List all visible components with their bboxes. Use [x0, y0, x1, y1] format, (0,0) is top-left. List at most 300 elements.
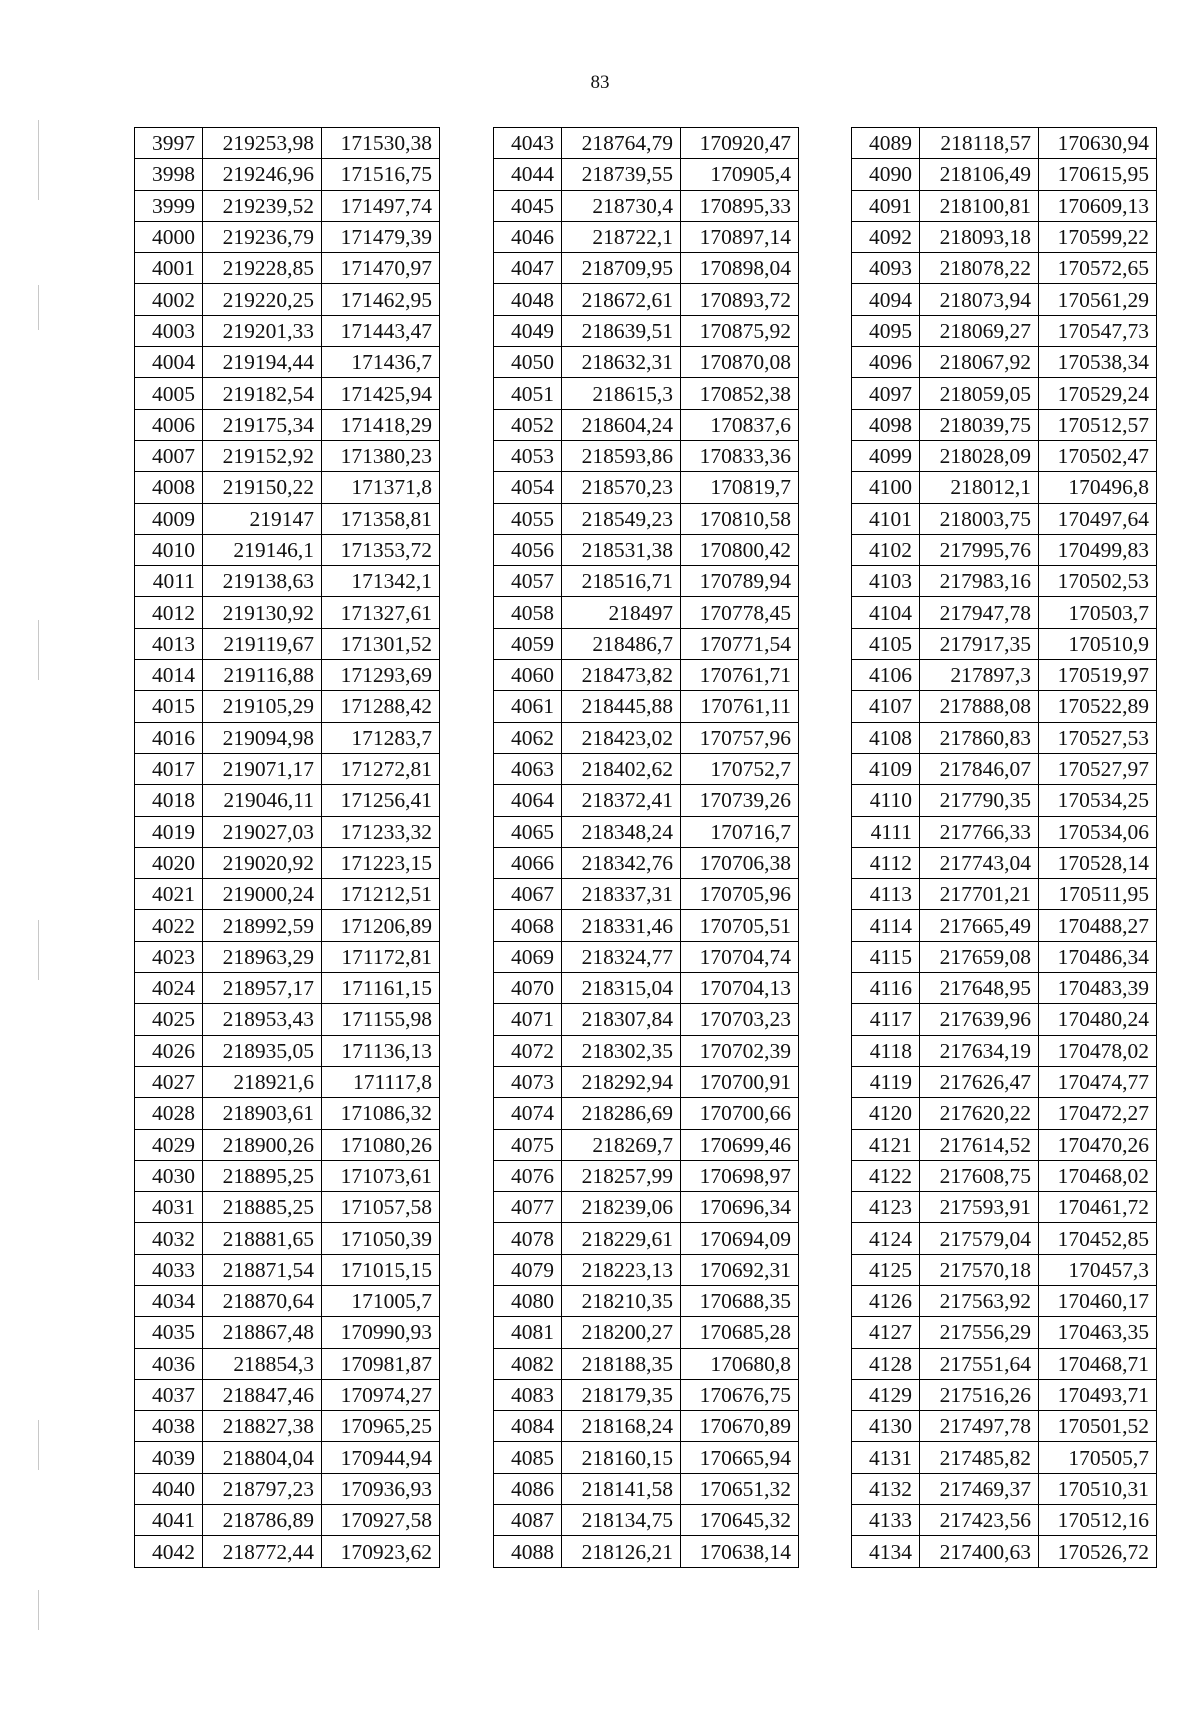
y-coordinate-cell: 170895,33 — [681, 190, 799, 221]
table-row — [494, 597, 799, 628]
table-row — [494, 941, 799, 972]
table-row — [135, 284, 440, 315]
y-coordinate-cell: 171117,8 — [322, 1066, 440, 1097]
y-coordinate-cell: 170761,11 — [681, 691, 799, 722]
y-coordinate-cell: 170700,91 — [681, 1066, 799, 1097]
table-row — [494, 284, 799, 315]
point-number-cell: 4017 — [135, 753, 203, 784]
x-coordinate-cell: 218348,24 — [562, 816, 681, 847]
coordinates-table-1 — [134, 127, 440, 1568]
table-row — [135, 534, 440, 565]
point-number-cell: 4124 — [852, 1223, 920, 1254]
table-row — [135, 1285, 440, 1316]
point-number-cell: 4006 — [135, 409, 203, 440]
x-coordinate-cell: 218900,26 — [203, 1129, 322, 1160]
y-coordinate-cell: 171436,7 — [322, 347, 440, 378]
y-coordinate-cell: 170486,34 — [1039, 941, 1157, 972]
x-coordinate-cell: 218516,71 — [562, 566, 681, 597]
y-coordinate-cell: 170497,64 — [1039, 503, 1157, 534]
y-coordinate-cell: 170696,34 — [681, 1192, 799, 1223]
y-coordinate-cell: 170630,94 — [1039, 128, 1157, 159]
point-number-cell: 4022 — [135, 910, 203, 941]
y-coordinate-cell: 170527,97 — [1039, 753, 1157, 784]
x-coordinate-cell: 217551,64 — [920, 1348, 1039, 1379]
y-coordinate-cell: 170499,83 — [1039, 534, 1157, 565]
table-row — [494, 1160, 799, 1191]
x-coordinate-cell: 219105,29 — [203, 691, 322, 722]
point-number-cell: 4071 — [494, 1004, 562, 1035]
table-row — [135, 1254, 440, 1285]
y-coordinate-cell: 170503,7 — [1039, 597, 1157, 628]
x-coordinate-cell: 218709,95 — [562, 253, 681, 284]
point-number-cell: 4068 — [494, 910, 562, 941]
table-row — [494, 1285, 799, 1316]
table-row — [852, 910, 1157, 941]
y-coordinate-cell: 171283,7 — [322, 722, 440, 753]
y-coordinate-cell: 171057,58 — [322, 1192, 440, 1223]
point-number-cell: 4023 — [135, 941, 203, 972]
point-number-cell: 4078 — [494, 1223, 562, 1254]
y-coordinate-cell: 170572,65 — [1039, 253, 1157, 284]
point-number-cell: 4087 — [494, 1505, 562, 1536]
point-number-cell: 4056 — [494, 534, 562, 565]
y-coordinate-cell: 170483,39 — [1039, 973, 1157, 1004]
point-number-cell: 4101 — [852, 503, 920, 534]
table-row — [494, 1379, 799, 1410]
point-number-cell: 4001 — [135, 253, 203, 284]
point-number-cell: 4014 — [135, 660, 203, 691]
point-number-cell: 4049 — [494, 315, 562, 346]
table-row — [852, 1223, 1157, 1254]
x-coordinate-cell: 218292,94 — [562, 1066, 681, 1097]
y-coordinate-cell: 170501,52 — [1039, 1411, 1157, 1442]
table-row — [494, 1254, 799, 1285]
y-coordinate-cell: 171371,8 — [322, 472, 440, 503]
y-coordinate-cell: 171342,1 — [322, 566, 440, 597]
y-coordinate-cell: 170457,3 — [1039, 1254, 1157, 1285]
x-coordinate-cell: 217846,07 — [920, 753, 1039, 784]
table-row — [852, 722, 1157, 753]
y-coordinate-cell: 170493,71 — [1039, 1379, 1157, 1410]
point-number-cell: 4082 — [494, 1348, 562, 1379]
point-number-cell: 4079 — [494, 1254, 562, 1285]
y-coordinate-cell: 171470,97 — [322, 253, 440, 284]
x-coordinate-cell: 218531,38 — [562, 534, 681, 565]
y-coordinate-cell: 171233,32 — [322, 816, 440, 847]
y-coordinate-cell: 171223,15 — [322, 847, 440, 878]
point-number-cell: 4044 — [494, 159, 562, 190]
table-row — [494, 785, 799, 816]
table-row — [135, 347, 440, 378]
x-coordinate-cell: 218126,21 — [562, 1536, 681, 1567]
x-coordinate-cell: 217888,08 — [920, 691, 1039, 722]
y-coordinate-cell: 170651,32 — [681, 1473, 799, 1504]
y-coordinate-cell: 170538,34 — [1039, 347, 1157, 378]
table-row — [852, 1411, 1157, 1442]
x-coordinate-cell: 218039,75 — [920, 409, 1039, 440]
table-row — [494, 1536, 799, 1567]
point-number-cell: 4121 — [852, 1129, 920, 1160]
x-coordinate-cell: 218188,35 — [562, 1348, 681, 1379]
coordinates-table-3 — [851, 127, 1157, 1568]
x-coordinate-cell: 218486,7 — [562, 628, 681, 659]
table-row — [852, 847, 1157, 878]
y-coordinate-cell: 170897,14 — [681, 221, 799, 252]
table-row — [135, 566, 440, 597]
point-number-cell: 4088 — [494, 1536, 562, 1567]
x-coordinate-cell: 217400,63 — [920, 1536, 1039, 1567]
y-coordinate-cell: 170502,53 — [1039, 566, 1157, 597]
x-coordinate-cell: 219027,03 — [203, 816, 322, 847]
x-coordinate-cell: 219228,85 — [203, 253, 322, 284]
y-coordinate-cell: 171172,81 — [322, 941, 440, 972]
table-row — [494, 816, 799, 847]
y-coordinate-cell: 171272,81 — [322, 753, 440, 784]
table-row — [135, 378, 440, 409]
y-coordinate-cell: 171516,75 — [322, 159, 440, 190]
x-coordinate-cell: 217897,3 — [920, 660, 1039, 691]
table-row — [135, 409, 440, 440]
point-number-cell: 4031 — [135, 1192, 203, 1223]
y-coordinate-cell: 170936,93 — [322, 1473, 440, 1504]
table-row — [494, 315, 799, 346]
point-number-cell: 4120 — [852, 1098, 920, 1129]
y-coordinate-cell: 170468,71 — [1039, 1348, 1157, 1379]
point-number-cell: 4105 — [852, 628, 920, 659]
point-number-cell: 4046 — [494, 221, 562, 252]
table-row — [135, 1317, 440, 1348]
y-coordinate-cell: 171353,72 — [322, 534, 440, 565]
x-coordinate-cell: 218069,27 — [920, 315, 1039, 346]
table-row — [494, 691, 799, 722]
table-row — [852, 253, 1157, 284]
table-row — [135, 128, 440, 159]
y-coordinate-cell: 171073,61 — [322, 1160, 440, 1191]
y-coordinate-cell: 170609,13 — [1039, 190, 1157, 221]
x-coordinate-cell: 218854,3 — [203, 1348, 322, 1379]
scan-margin-mark — [38, 920, 39, 980]
y-coordinate-cell: 170512,57 — [1039, 409, 1157, 440]
y-coordinate-cell: 170965,25 — [322, 1411, 440, 1442]
point-number-cell: 4077 — [494, 1192, 562, 1223]
x-coordinate-cell: 217648,95 — [920, 973, 1039, 1004]
table-row — [135, 221, 440, 252]
y-coordinate-cell: 170461,72 — [1039, 1192, 1157, 1223]
y-coordinate-cell: 170680,8 — [681, 1348, 799, 1379]
table-row — [494, 1473, 799, 1504]
table-row — [852, 347, 1157, 378]
point-number-cell: 4036 — [135, 1348, 203, 1379]
table-row — [852, 1379, 1157, 1410]
table-row — [494, 1004, 799, 1035]
point-number-cell: 4095 — [852, 315, 920, 346]
point-number-cell: 4100 — [852, 472, 920, 503]
table-row — [135, 1004, 440, 1035]
point-number-cell: 4015 — [135, 691, 203, 722]
x-coordinate-cell: 219147 — [203, 503, 322, 534]
point-number-cell: 4013 — [135, 628, 203, 659]
point-number-cell: 4003 — [135, 315, 203, 346]
table-row — [494, 534, 799, 565]
point-number-cell: 4109 — [852, 753, 920, 784]
x-coordinate-cell: 219175,34 — [203, 409, 322, 440]
x-coordinate-cell: 217563,92 — [920, 1285, 1039, 1316]
y-coordinate-cell: 171015,15 — [322, 1254, 440, 1285]
y-coordinate-cell: 170706,38 — [681, 847, 799, 878]
y-coordinate-cell: 170463,35 — [1039, 1317, 1157, 1348]
y-coordinate-cell: 170927,58 — [322, 1505, 440, 1536]
point-number-cell: 4053 — [494, 440, 562, 471]
y-coordinate-cell: 170716,7 — [681, 816, 799, 847]
y-coordinate-cell: 170468,02 — [1039, 1160, 1157, 1191]
point-number-cell: 4004 — [135, 347, 203, 378]
y-coordinate-cell: 171479,39 — [322, 221, 440, 252]
point-number-cell: 4102 — [852, 534, 920, 565]
point-number-cell: 4005 — [135, 378, 203, 409]
table-row — [852, 1192, 1157, 1223]
table-row — [852, 1505, 1157, 1536]
point-number-cell: 4040 — [135, 1473, 203, 1504]
point-number-cell: 4103 — [852, 566, 920, 597]
table-row — [494, 378, 799, 409]
table-row — [135, 1098, 440, 1129]
table-row — [494, 1411, 799, 1442]
x-coordinate-cell: 219130,92 — [203, 597, 322, 628]
x-coordinate-cell: 218257,99 — [562, 1160, 681, 1191]
table-row — [135, 1536, 440, 1567]
point-number-cell: 4007 — [135, 440, 203, 471]
x-coordinate-cell: 217608,75 — [920, 1160, 1039, 1191]
table-row — [135, 253, 440, 284]
x-coordinate-cell: 218106,49 — [920, 159, 1039, 190]
x-coordinate-cell: 218445,88 — [562, 691, 681, 722]
y-coordinate-cell: 170460,17 — [1039, 1285, 1157, 1316]
scan-margin-mark — [38, 1590, 39, 1630]
x-coordinate-cell: 217423,56 — [920, 1505, 1039, 1536]
point-number-cell: 4064 — [494, 785, 562, 816]
point-number-cell: 4026 — [135, 1035, 203, 1066]
y-coordinate-cell: 170522,89 — [1039, 691, 1157, 722]
table-row — [494, 1442, 799, 1473]
y-coordinate-cell: 170496,8 — [1039, 472, 1157, 503]
x-coordinate-cell: 219138,63 — [203, 566, 322, 597]
point-number-cell: 3998 — [135, 159, 203, 190]
x-coordinate-cell: 219220,25 — [203, 284, 322, 315]
x-coordinate-cell: 218239,06 — [562, 1192, 681, 1223]
point-number-cell: 4033 — [135, 1254, 203, 1285]
point-number-cell: 4119 — [852, 1066, 920, 1097]
point-number-cell: 4038 — [135, 1411, 203, 1442]
x-coordinate-cell: 218786,89 — [203, 1505, 322, 1536]
x-coordinate-cell: 218870,64 — [203, 1285, 322, 1316]
x-coordinate-cell: 218200,27 — [562, 1317, 681, 1348]
table-row — [852, 1004, 1157, 1035]
x-coordinate-cell: 218797,23 — [203, 1473, 322, 1504]
table-row — [852, 973, 1157, 1004]
x-coordinate-cell: 219046,11 — [203, 785, 322, 816]
x-coordinate-cell: 217639,96 — [920, 1004, 1039, 1035]
point-number-cell: 4025 — [135, 1004, 203, 1035]
y-coordinate-cell: 170898,04 — [681, 253, 799, 284]
table-row — [135, 628, 440, 659]
y-coordinate-cell: 170698,97 — [681, 1160, 799, 1191]
x-coordinate-cell: 218423,02 — [562, 722, 681, 753]
point-number-cell: 4108 — [852, 722, 920, 753]
y-coordinate-cell: 171443,47 — [322, 315, 440, 346]
point-number-cell: 4058 — [494, 597, 562, 628]
point-number-cell: 4127 — [852, 1317, 920, 1348]
x-coordinate-cell: 219152,92 — [203, 440, 322, 471]
y-coordinate-cell: 170511,95 — [1039, 879, 1157, 910]
point-number-cell: 4050 — [494, 347, 562, 378]
y-coordinate-cell: 170526,72 — [1039, 1536, 1157, 1567]
point-number-cell: 4062 — [494, 722, 562, 753]
table-row — [135, 472, 440, 503]
table-row — [135, 1505, 440, 1536]
y-coordinate-cell: 171425,94 — [322, 378, 440, 409]
x-coordinate-cell: 218402,62 — [562, 753, 681, 784]
y-coordinate-cell: 170480,24 — [1039, 1004, 1157, 1035]
x-coordinate-cell: 218604,24 — [562, 409, 681, 440]
point-number-cell: 4097 — [852, 378, 920, 409]
table-row — [135, 315, 440, 346]
x-coordinate-cell: 218179,35 — [562, 1379, 681, 1410]
y-coordinate-cell: 170819,7 — [681, 472, 799, 503]
x-coordinate-cell: 218059,05 — [920, 378, 1039, 409]
point-number-cell: 4110 — [852, 785, 920, 816]
y-coordinate-cell: 171497,74 — [322, 190, 440, 221]
x-coordinate-cell: 219000,24 — [203, 879, 322, 910]
y-coordinate-cell: 170974,27 — [322, 1379, 440, 1410]
y-coordinate-cell: 171136,13 — [322, 1035, 440, 1066]
y-coordinate-cell: 170472,27 — [1039, 1098, 1157, 1129]
x-coordinate-cell: 218331,46 — [562, 910, 681, 941]
y-coordinate-cell: 170778,45 — [681, 597, 799, 628]
y-coordinate-cell: 171050,39 — [322, 1223, 440, 1254]
y-coordinate-cell: 170875,92 — [681, 315, 799, 346]
x-coordinate-cell: 217790,35 — [920, 785, 1039, 816]
point-number-cell: 4094 — [852, 284, 920, 315]
point-number-cell: 4106 — [852, 660, 920, 691]
table-row — [852, 566, 1157, 597]
x-coordinate-cell: 218730,4 — [562, 190, 681, 221]
table-row — [852, 879, 1157, 910]
table-row — [852, 284, 1157, 315]
y-coordinate-cell: 170761,71 — [681, 660, 799, 691]
x-coordinate-cell: 218229,61 — [562, 1223, 681, 1254]
y-coordinate-cell: 171301,52 — [322, 628, 440, 659]
x-coordinate-cell: 219253,98 — [203, 128, 322, 159]
y-coordinate-cell: 171005,7 — [322, 1285, 440, 1316]
point-number-cell: 4011 — [135, 566, 203, 597]
table-row — [494, 440, 799, 471]
point-number-cell: 4070 — [494, 973, 562, 1004]
y-coordinate-cell: 171086,32 — [322, 1098, 440, 1129]
table-row — [494, 347, 799, 378]
x-coordinate-cell: 217497,78 — [920, 1411, 1039, 1442]
y-coordinate-cell: 170505,7 — [1039, 1442, 1157, 1473]
table-row — [852, 753, 1157, 784]
x-coordinate-cell: 218957,17 — [203, 973, 322, 1004]
x-coordinate-cell: 218315,04 — [562, 973, 681, 1004]
table-row — [494, 1223, 799, 1254]
table-row — [135, 785, 440, 816]
point-number-cell: 4016 — [135, 722, 203, 753]
x-coordinate-cell: 217634,19 — [920, 1035, 1039, 1066]
y-coordinate-cell: 170645,32 — [681, 1505, 799, 1536]
x-coordinate-cell: 218012,1 — [920, 472, 1039, 503]
table-row — [135, 440, 440, 471]
y-coordinate-cell: 170944,94 — [322, 1442, 440, 1473]
point-number-cell: 4133 — [852, 1505, 920, 1536]
y-coordinate-cell: 170547,73 — [1039, 315, 1157, 346]
point-number-cell: 4104 — [852, 597, 920, 628]
point-number-cell: 4123 — [852, 1192, 920, 1223]
table-row — [494, 847, 799, 878]
y-coordinate-cell: 170561,29 — [1039, 284, 1157, 315]
x-coordinate-cell: 218885,25 — [203, 1192, 322, 1223]
table-row — [852, 159, 1157, 190]
point-number-cell: 4020 — [135, 847, 203, 878]
x-coordinate-cell: 218722,1 — [562, 221, 681, 252]
y-coordinate-cell: 170771,54 — [681, 628, 799, 659]
point-number-cell: 4009 — [135, 503, 203, 534]
x-coordinate-cell: 218118,57 — [920, 128, 1039, 159]
point-number-cell: 4057 — [494, 566, 562, 597]
x-coordinate-cell: 218134,75 — [562, 1505, 681, 1536]
point-number-cell: 4086 — [494, 1473, 562, 1504]
x-coordinate-cell: 219119,67 — [203, 628, 322, 659]
y-coordinate-cell: 170739,26 — [681, 785, 799, 816]
y-coordinate-cell: 170990,93 — [322, 1317, 440, 1348]
y-coordinate-cell: 171288,42 — [322, 691, 440, 722]
y-coordinate-cell: 170694,09 — [681, 1223, 799, 1254]
x-coordinate-cell: 218963,29 — [203, 941, 322, 972]
x-coordinate-cell: 218772,44 — [203, 1536, 322, 1567]
point-number-cell: 4099 — [852, 440, 920, 471]
table-row — [135, 847, 440, 878]
x-coordinate-cell: 219236,79 — [203, 221, 322, 252]
table-row — [852, 628, 1157, 659]
y-coordinate-cell: 170488,27 — [1039, 910, 1157, 941]
y-coordinate-cell: 170905,4 — [681, 159, 799, 190]
x-coordinate-cell: 218286,69 — [562, 1098, 681, 1129]
y-coordinate-cell: 170752,7 — [681, 753, 799, 784]
point-number-cell: 4131 — [852, 1442, 920, 1473]
y-coordinate-cell: 171256,41 — [322, 785, 440, 816]
point-number-cell: 4048 — [494, 284, 562, 315]
y-coordinate-cell: 170665,94 — [681, 1442, 799, 1473]
y-coordinate-cell: 170527,53 — [1039, 722, 1157, 753]
y-coordinate-cell: 171358,81 — [322, 503, 440, 534]
x-coordinate-cell: 217579,04 — [920, 1223, 1039, 1254]
point-number-cell: 4089 — [852, 128, 920, 159]
point-number-cell: 4024 — [135, 973, 203, 1004]
point-number-cell: 4012 — [135, 597, 203, 628]
point-number-cell: 4051 — [494, 378, 562, 409]
y-coordinate-cell: 170615,95 — [1039, 159, 1157, 190]
point-number-cell: 4107 — [852, 691, 920, 722]
table-row — [852, 503, 1157, 534]
point-number-cell: 4117 — [852, 1004, 920, 1035]
table-row — [494, 128, 799, 159]
table-row — [852, 378, 1157, 409]
y-coordinate-cell: 170705,96 — [681, 879, 799, 910]
table-row — [135, 1035, 440, 1066]
x-coordinate-cell: 218672,61 — [562, 284, 681, 315]
y-coordinate-cell: 170692,31 — [681, 1254, 799, 1285]
table-row — [852, 1317, 1157, 1348]
